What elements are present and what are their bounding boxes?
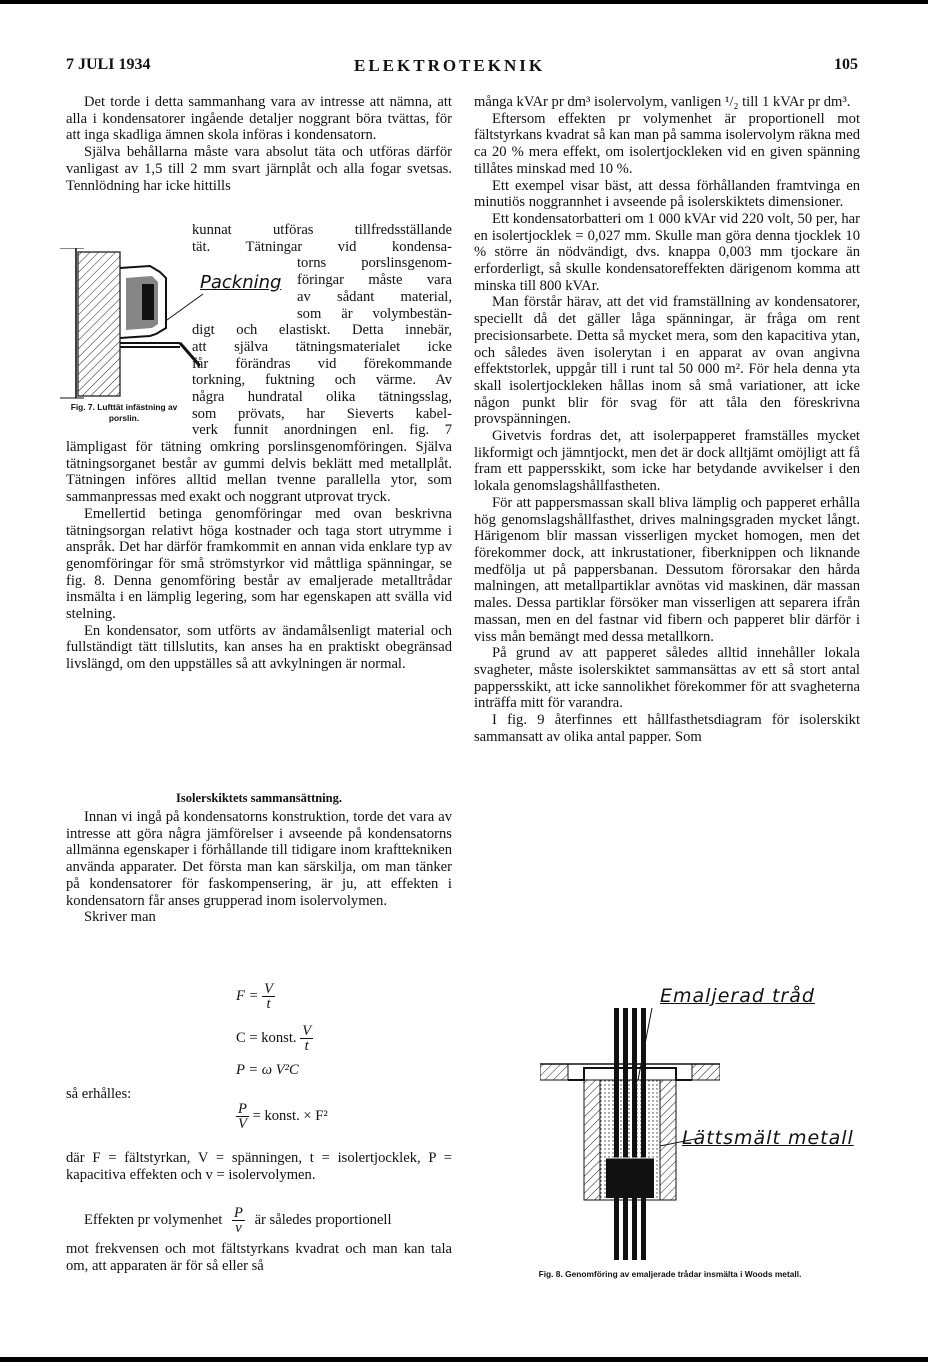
- paragraph: många kVAr pr dm³ isolervolym, vanligen ¹/₂ till 1 kVAr pr dm³.: [474, 94, 851, 110]
- wrap-line: får förändras vid förekommande: [192, 355, 452, 372]
- paragraph: För att pappersmassan skall bliva lämplig och papperet erhålla hög genomslagshållfasthet, drives malningsgraden mycket långt. Härigenom blir massan visserligen mycket homogen, men det förekommer dock, att inkrustationer, fiberknippen och liknande medfölja ut på pappersbanan. Dessutom förorsakar den hårda malningen, att metallpartiklar avnötas vid maskinen, där massan males. Dessa partiklar försöker man visserligen att separera ifrån massan, men en del fastnar vid fibern och papperet blir därför i viss mån bemängt med dessa metallkorn.: [474, 494, 860, 645]
- wrap-line: verk funnit anordningen enl. fig. 7: [192, 422, 452, 439]
- formula-rhs: = konst. × F²: [252, 1107, 328, 1124]
- paragraph: Innan vi ingå på kondensatorns konstruktion, torde det vara av intresse att göra några jämförelser i avseende på kondensatorns allmänna egenskaper i förhållande till tidigare inom krafttekniken använda apparater. Det första man kan särskilja, om man tänker på kondensatorer för faskompensering, är ju, att effekten i kondensatorn får anses grupperad inom isolervolymen.: [66, 809, 452, 909]
- paragraph-sa-erhalles: så erhålles:: [66, 1086, 132, 1102]
- fraction: [232, 1206, 245, 1235]
- figure-8-caption: Fig. 8. Genomföring av emaljerade trådar insmälta i Woods metall.: [538, 1269, 802, 1279]
- wrap-line: som är volymbestän-: [297, 305, 452, 322]
- right-column: [474, 94, 860, 745]
- wrap-line: tät. Tätningar vid kondensa-: [192, 238, 452, 255]
- wrap-line: av sådant material,: [297, 288, 452, 305]
- figure-8-label-lattsmalt-metall: Lättsmält metall: [682, 1127, 854, 1149]
- wrap-line: några hundratal olika tätningsslag,: [192, 389, 452, 405]
- paragraph: På grund av att papperet således alltid innehåller lokala svagheter, måste isolerskiktet sammansättas av ett så stort antal pappersskikt, att icke sannolikhet förekommer för att svagheterna inträffa mitt för varandra.: [474, 645, 860, 712]
- figure-8-label-emaljerad-trad: Emaljerad tråd: [660, 985, 815, 1007]
- figure-8-diagram: [540, 1008, 720, 1260]
- denominator: t: [304, 1038, 309, 1054]
- fraction: [236, 1102, 249, 1131]
- left-column-middle: [66, 439, 452, 673]
- wrap-line: torkning, fuktning och värme. Av: [192, 372, 452, 389]
- figure-7-label-packning: Packning: [200, 272, 282, 293]
- figure-7-diagram: [60, 248, 200, 400]
- denominator: t: [266, 996, 271, 1012]
- wrap-line: att själva tätningsmaterialet icke: [192, 338, 452, 355]
- paragraph-effekten: [84, 1206, 452, 1235]
- formula-lhs: F =: [236, 987, 259, 1004]
- header-page-number: 105: [834, 56, 858, 73]
- fraction: [300, 1024, 313, 1053]
- paragraph: I fig. 9 återfinnes ett hållfasthetsdiagram för isolerskikt sammansatt av olika antal papper. Som: [474, 712, 860, 745]
- wrap-line: digt och elastiskt. Detta innebär,: [192, 322, 452, 339]
- paragraph: Ett kondensatorbatteri om 1 000 kVAr vid 220 volt, 50 per, har en isolertjocklek = 0,027 mm. Skulle man göra denna tjocklek 10 % större än nödvändigt, dvs. knappa 0,003 mm tjockare än erforderligt, så skulle kondensatoreffekten därigenom komma att minska till 800 kVAr.: [474, 210, 860, 294]
- paragraph: Man förstår härav, att det vid framställning av kondensatorer, speciellt då det gäller låga spänningar, är fråga om rent precisionsarbete. Detta så mycket mera, som den kapacitiva ytan, och således även isolerytan i en apparat av ovan angivna effektstorlek, uppgår till i runt tal 50 000 m². För hela denna yta skall isolertjockleken hållas inom så små variationer, att icke någon punkt blir för svag för att tåla den föreskrivna provspänningen.: [474, 294, 860, 428]
- header-journal-title: ELEKTROTEKNIK: [354, 56, 546, 75]
- numerator: P: [238, 1101, 247, 1117]
- paragraph: lämpligast för tätning omkring porslinsgenomföringen. Själva tätningsorganet består av gummi delvis beklätt med metallplåt. Tätningen införes alltid mellan tvenne parallella ytor, som sammanpressas med exakt och noggrant utprovat tryck.: [66, 439, 452, 506]
- numerator: V: [264, 981, 273, 997]
- paragraph: där F = fältstyrkan, V = spänningen, t = isolertjocklek, P = kapacitiva effekten och v = isolervolymen.: [66, 1150, 452, 1183]
- formula-power: P = ω V²C: [236, 1062, 299, 1078]
- bottom-rule: [0, 1357, 928, 1362]
- wrap-line: kunnat utföras tillfredsställande: [192, 222, 452, 238]
- section-heading: Isolerskiktets sammansättning.: [176, 791, 342, 805]
- formula-capacitance: [236, 1024, 313, 1053]
- header-date: 7 JULI 1934: [66, 56, 151, 73]
- figure-7-leader-line: [165, 292, 205, 322]
- denominator: V: [238, 1116, 247, 1132]
- paragraph: En kondensator, som utförts av ändamålsenligt material och fullständigt tätt tillslutits, kan anses ha en praktiskt obegränsad livslängd, om den uppställes så att avkylningen är normal.: [66, 622, 452, 673]
- wrap-line: torns porslinsgenom-: [297, 255, 452, 272]
- text-run: är således proportionell: [254, 1211, 392, 1228]
- left-column-last: [66, 1241, 452, 1274]
- paragraph: Emellertid betinga genomföringar med ovan beskrivna tätningsorgan relativt höga kostnader och taga stort utrymme i anspråk. Det har därför framkommit en annan vida enklare typ av genomföringar för små strömstyrkor vid måttliga spänningar, se fig. 8. Denna genomföring består av emaljerade metalltrådar insmälta i en lämplig legering, som har egenskapen att svälla vid stelning.: [66, 505, 452, 623]
- left-column-section: [66, 809, 452, 926]
- paragraph: Det torde i detta sammanhang vara av intresse att nämna, att alla i kondensatorer ingående detaljer noggrant böra tvättas, för att inga skadliga ämnen skola införas i kondensatorn.: [66, 94, 452, 144]
- wrap-line: som prövats, har Sieverts kabel-: [192, 405, 452, 422]
- formula-lhs: C = konst.: [236, 1029, 297, 1046]
- paragraph: Eftersom effekten pr volymenhet är proportionell mot fältstyrkans kvadrat så kan man på samma isolervolym räkna med ca 20 % mera effekt, om isolertjockleken vid en given spänning tillåtes minskad med 10 %.: [474, 110, 860, 177]
- paragraph: Givetvis fordras det, att isolerpapperet framställes mycket likformigt och jämntjockt, men det är dock alltjämt omöjligt att få fram ett pappersskikt, som icke har betydande avvikelser i den lokala genomslagshållfastheten.: [474, 428, 860, 495]
- numerator: P: [233, 1205, 243, 1221]
- paragraph: mot frekvensen och mot fältstyrkans kvadrat och man kan tala om, att apparaten är för så eller så: [66, 1241, 452, 1274]
- top-rule: [0, 0, 928, 4]
- fraction: [262, 982, 275, 1011]
- paragraph: Skriver man: [84, 909, 156, 926]
- paragraph: Själva behållarna måste vara absolut täta och utföras därför vanligast av 1,5 till 2 mm svart järnplåt och alla fogar svetsas. Tennlödning har icke hittills: [66, 144, 452, 194]
- left-column-definitions: [66, 1150, 452, 1183]
- wrap-line: föringar måste vara: [297, 272, 452, 289]
- denominator: v: [235, 1220, 242, 1236]
- text-run: Effekten pr volymenhet: [84, 1211, 223, 1228]
- formula-field-strength: [236, 982, 275, 1011]
- paragraph: Ett exempel visar bäst, att dessa förhållanden framtvinga en minutiös noggrannhet i avseende på isolerskiktets dimensioner.: [474, 177, 860, 211]
- figure-7-caption: Fig. 7. Lufttät infästning av porslin.: [70, 402, 178, 423]
- numerator: V: [302, 1023, 312, 1039]
- left-column-top: [66, 94, 452, 194]
- formula-power-density: [236, 1102, 328, 1131]
